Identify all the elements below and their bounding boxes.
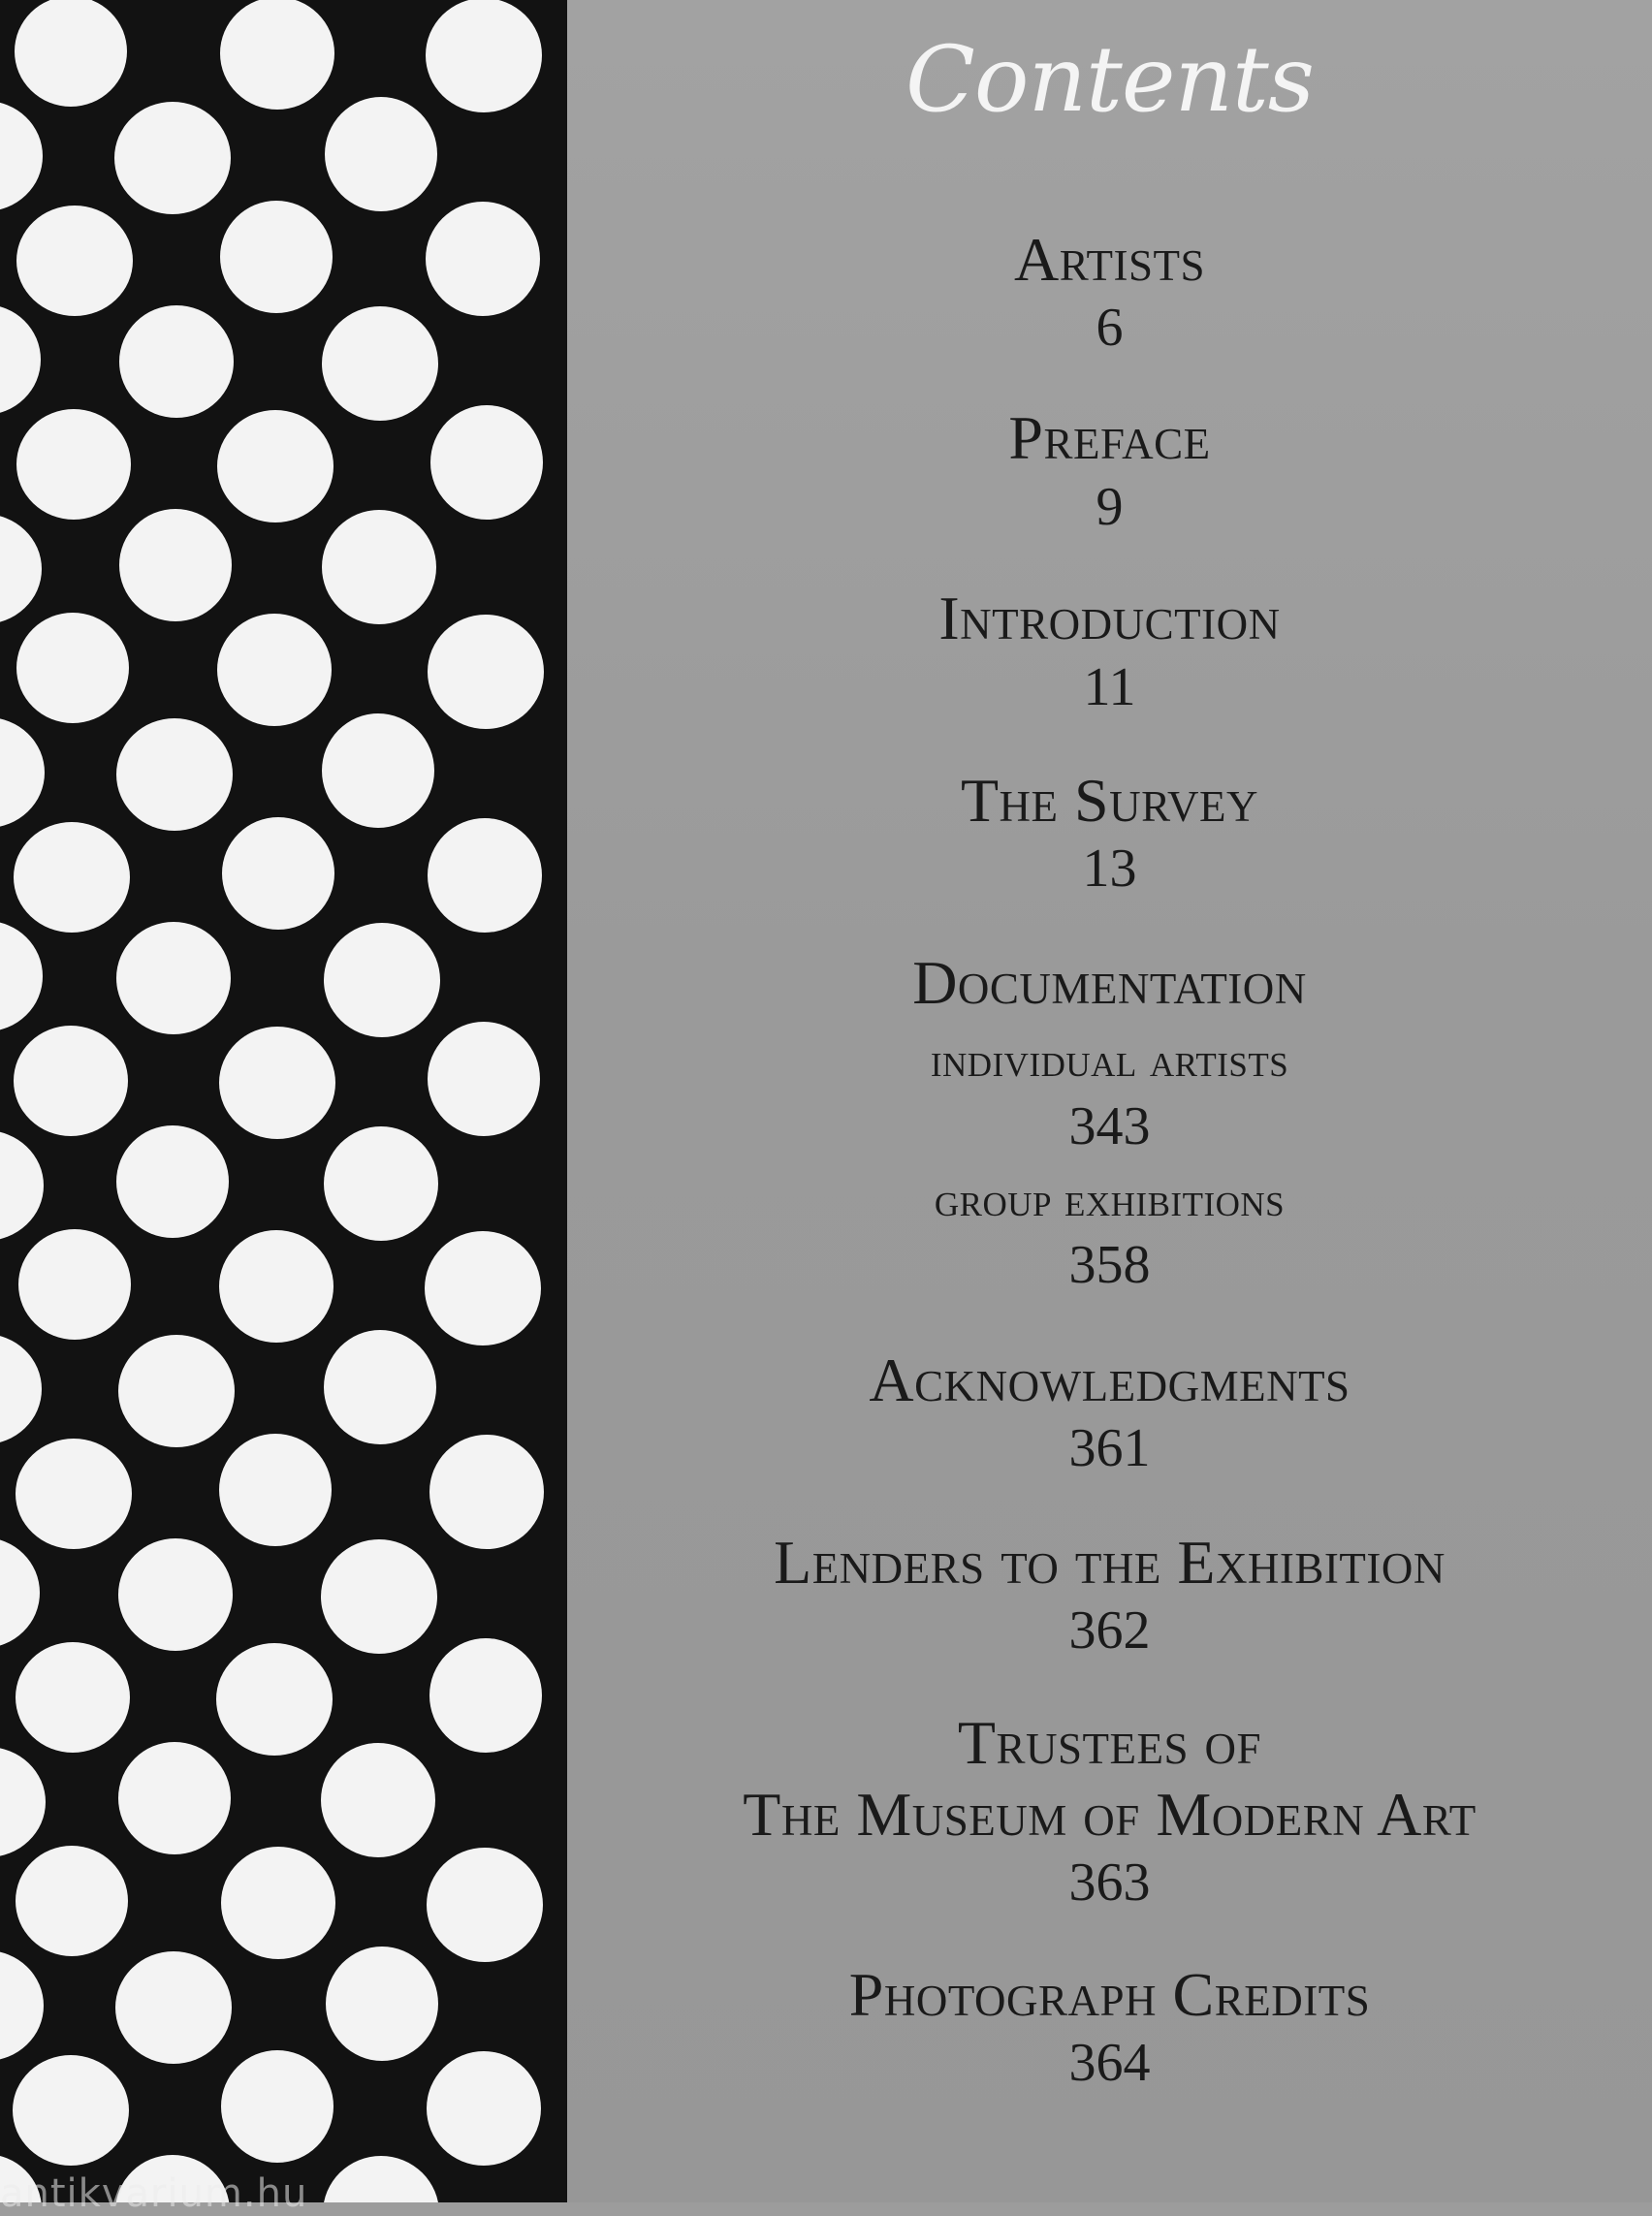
toc-subheading-individual-artists: individual artists [930,1032,1289,1087]
polka-dot [16,409,131,520]
polka-dot [429,1638,542,1753]
polka-dot [428,818,542,933]
toc-page-acknowledgments: 361 [1068,1418,1151,1478]
polka-dot [430,405,543,520]
polka-dot [321,1539,437,1654]
polka-dot [119,509,232,621]
toc-heading-introduction: Introduction [938,584,1281,652]
polka-dot [16,206,133,316]
polka-dot [219,1434,332,1546]
toc-heading-acknowledgments: Acknowledgments [869,1345,1350,1414]
toc-page-the-survey: 13 [1082,839,1137,899]
polka-dot [0,1334,42,1444]
polka-dot [119,305,234,418]
polka-dot [0,101,43,211]
polka-dot [0,1130,44,1241]
toc-heading-preface: Preface [1008,403,1211,472]
polka-dot [221,1847,335,1959]
polka-dot [221,2050,334,2163]
polka-dot [13,2055,129,2166]
polka-dot [323,2156,439,2202]
polka-dot [324,1330,436,1444]
polka-dot [324,1126,438,1241]
contents-panel [567,0,1652,2202]
toc-page-introduction: 11 [1083,657,1136,717]
polka-dot-graphic [0,0,567,2202]
polka-dot [116,718,233,831]
polka-dot [429,1435,544,1549]
polka-dot [16,613,129,723]
polka-dot [427,1848,543,1962]
watermark: antikvarium.hu [0,2171,308,2216]
polka-dot [0,1537,40,1648]
polka-dot [0,304,41,415]
polka-dot [326,1947,438,2061]
polka-dot [0,717,45,828]
polka-dot [0,921,43,1031]
polka-dot [114,102,231,214]
polka-dot [18,1229,131,1340]
polka-dot [116,1125,229,1238]
toc-heading-trustees-line2: The Museum of Modern Art [743,1780,1477,1849]
toc-page-artists: 6 [1096,298,1124,358]
toc-list [567,0,1652,2202]
polka-dot [118,1335,235,1447]
toc-page-lenders: 362 [1068,1600,1151,1661]
polka-dot [425,1231,541,1345]
polka-dot [116,922,231,1034]
polka-dot [220,0,334,110]
polka-dot [14,1026,128,1136]
toc-page-group-exhibitions: 358 [1068,1235,1151,1295]
polka-dot [219,1027,335,1139]
polka-dot [428,615,544,729]
polka-dot [428,1022,540,1136]
polka-dot [14,822,130,933]
polka-dot [16,1642,130,1753]
polka-dot [426,0,542,112]
toc-heading-artists: Artists [1013,225,1206,294]
polka-dot [118,1742,231,1854]
toc-page-individual-artists: 343 [1068,1096,1151,1156]
toc-heading-trustees: Trustees of [957,1708,1262,1777]
polka-dot [217,410,334,522]
toc-page-preface: 9 [1096,477,1124,537]
polka-dot [324,923,440,1037]
page-title: Contents [905,27,1314,133]
polka-dot [0,1950,44,2061]
polka-dot [321,1743,435,1857]
polka-dot [115,1951,232,2064]
polka-dot [322,713,434,828]
polka-dot [15,0,127,107]
polka-dot [216,1643,333,1756]
toc-heading-the-survey: The Survey [960,766,1259,835]
polka-dot [426,202,540,316]
polka-dot [219,1230,334,1343]
polka-dot [118,1538,233,1651]
toc-subheading-group-exhibitions: group exhibitions [934,1172,1286,1226]
toc-heading-documentation: Documentation [912,948,1307,1017]
toc-page-trustees: 363 [1068,1852,1151,1913]
polka-dot [325,97,437,211]
polka-dot [322,306,438,421]
polka-dot [0,1747,46,1857]
polka-dot [16,1439,132,1549]
polka-dot-pattern [0,0,567,2202]
toc-heading-lenders: Lenders to the Exhibition [774,1528,1446,1597]
polka-dot [217,614,332,726]
polka-dot [16,1846,128,1956]
polka-dot [322,510,436,624]
polka-dot [427,2051,541,2166]
toc-page-photograph-credits: 364 [1068,2033,1151,2093]
polka-dot [220,201,333,313]
polka-dot [0,514,42,624]
polka-dot [222,817,334,930]
toc-heading-photograph-credits: Photograph Credits [848,1960,1371,2029]
